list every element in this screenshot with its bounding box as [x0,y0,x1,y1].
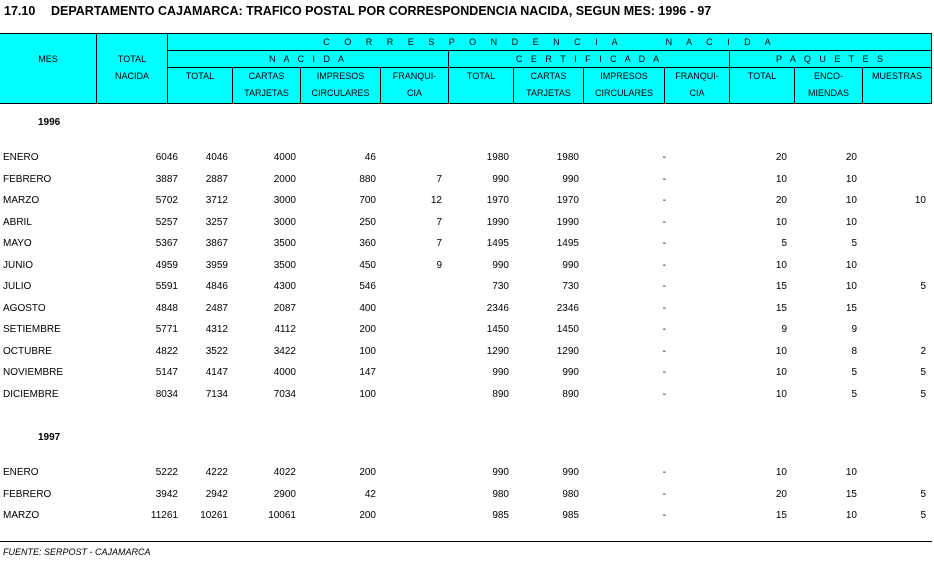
row-month: MARZO [3,510,40,521]
row-cell: 10 [775,217,787,228]
cert-tarjetas: TARJETAS [526,88,571,98]
row-cell: 12 [430,195,442,206]
paq-total: TOTAL [747,71,777,81]
row-cell: 1980 [556,152,579,163]
row-cell: 2942 [205,489,228,500]
row-cell: 4000 [273,152,296,163]
row-cell: 990 [492,467,509,478]
paq-encomiendas-2: MIENDAS [807,88,849,98]
row-cell: 990 [562,367,579,378]
table-row [0,260,932,278]
nacida-franquicia-2: CIA [406,88,422,98]
nacida-total: TOTAL [185,71,215,81]
row-cell: 1290 [556,346,579,357]
table-row [0,489,932,507]
row-cell: 2900 [273,489,296,500]
table-row [0,174,932,192]
cert-franquicia: FRANQUI- [675,71,719,81]
row-cell: 9 [851,324,857,335]
row-cell: - [662,238,666,249]
row-cell: - [662,281,666,292]
table-row [0,389,932,407]
row-cell: 10 [914,195,926,206]
row-cell: 3422 [273,346,296,357]
nacida-cartas: CARTAS [248,71,285,81]
row-cell: 360 [359,238,376,249]
row-cell: 450 [359,260,376,271]
row-cell: 3500 [273,260,296,271]
row-cell: 15 [775,281,787,292]
row-cell: 3887 [155,174,178,185]
nacida-franquicia: FRANQUI- [392,71,437,81]
row-cell: 7 [436,217,442,228]
row-cell: 1290 [486,346,509,357]
row-cell: 990 [562,174,579,185]
row-cell: 990 [492,367,509,378]
table-row [0,510,932,528]
row-cell: 4822 [155,346,178,357]
row-cell: 5257 [155,217,178,228]
row-cell: 10 [845,174,857,185]
row-cell: 3500 [273,238,296,249]
row-cell: 2000 [273,174,296,185]
row-cell: 5 [920,367,926,378]
row-cell: 100 [359,389,376,400]
row-cell: 200 [359,324,376,335]
row-cell: 46 [364,152,376,163]
row-cell: 700 [359,195,376,206]
row-cell: - [662,510,666,521]
row-cell: 5 [920,510,926,521]
row-cell: 10 [775,260,787,271]
row-cell: 147 [359,367,376,378]
col-total-nacida: NACIDA [114,71,149,81]
row-cell: 4848 [155,303,178,314]
row-cell: 5 [920,389,926,400]
table-row [0,346,932,364]
row-cell: 3522 [205,346,228,357]
row-cell: 4112 [274,324,296,335]
table-number: 17.10 [4,4,36,18]
row-cell: 10 [775,467,787,478]
row-cell: 2487 [205,303,228,314]
row-cell: 10 [845,195,857,206]
group-paquetes: P A Q U E T E S [775,54,887,64]
row-cell: - [662,389,666,400]
row-cell: - [662,174,666,185]
row-cell: 4222 [205,467,228,478]
row-cell: 5 [920,489,926,500]
row-cell: 990 [562,467,579,478]
row-cell: 400 [359,303,376,314]
row-cell: 730 [562,281,579,292]
row-cell: 2346 [486,303,509,314]
group-certificada: C E R T I F I C A D A [515,54,663,64]
cert-circulares: CIRCULARES [594,88,653,98]
table-row [0,195,932,213]
row-cell: 3712 [205,195,228,206]
row-month: ABRIL [3,217,32,228]
row-cell: 990 [562,260,579,271]
row-cell: 7 [436,174,442,185]
year-heading: 1996 [38,117,61,128]
row-cell: 5771 [155,324,178,335]
row-cell: - [662,303,666,314]
row-cell: 250 [359,217,376,228]
row-cell: 10 [845,510,857,521]
row-cell: 3257 [205,217,228,228]
row-cell: 2 [920,346,926,357]
row-cell: 4846 [205,281,228,292]
row-cell: 5222 [155,467,178,478]
row-cell: 20 [775,152,787,163]
row-cell: 9 [436,260,442,271]
row-month: ENERO [3,152,39,163]
row-month: SETIEMBRE [3,324,61,335]
table-row [0,367,932,385]
row-cell: 2346 [556,303,579,314]
row-cell: 2887 [205,174,228,185]
row-cell: 15 [845,489,857,500]
row-cell: 5 [920,281,926,292]
col-mes: MES [38,54,58,64]
row-cell: 3942 [155,489,178,500]
row-cell: 4022 [273,467,296,478]
row-cell: 4300 [273,281,296,292]
row-cell: 6046 [155,152,178,163]
paq-muestras: MUESTRAS [871,71,922,81]
paq-encomiendas: ENCO- [814,71,843,81]
col-total: TOTAL [117,54,147,64]
row-cell: 10 [775,174,787,185]
row-cell: 10 [775,389,787,400]
row-cell: 4147 [205,367,228,378]
row-cell: 3867 [205,238,228,249]
row-cell: 5 [851,238,857,249]
row-cell: 730 [492,281,509,292]
row-cell: - [662,217,666,228]
row-cell: 7 [436,238,442,249]
row-cell: - [662,152,666,163]
cert-franquicia-2: CIA [689,88,705,98]
row-month: FEBRERO [3,489,52,500]
group-correspondencia-nacida: C O R R E S P O N D E N C I A N A C I D A [323,37,777,47]
row-month: AGOSTO [3,303,46,314]
row-cell: 1980 [486,152,509,163]
row-cell: 5702 [155,195,178,206]
row-cell: 985 [562,510,579,521]
footer-divider [0,541,932,542]
row-cell: 3000 [273,195,296,206]
row-month: DICIEMBRE [3,389,59,400]
row-cell: 1990 [556,217,579,228]
row-cell: - [662,467,666,478]
row-cell: 5 [851,367,857,378]
row-month: MAYO [3,238,32,249]
row-cell: 4959 [155,260,178,271]
row-cell: 1990 [486,217,509,228]
row-month: JUNIO [3,260,33,271]
row-cell: 1495 [556,238,579,249]
table-row [0,324,932,342]
row-cell: 5367 [155,238,178,249]
row-cell: 2087 [273,303,296,314]
row-cell: 980 [562,489,579,500]
table-row [0,217,932,235]
row-cell: 10 [845,217,857,228]
row-cell: 15 [775,510,787,521]
nacida-circulares: CIRCULARES [311,88,370,98]
row-cell: - [662,260,666,271]
table-title [4,4,711,18]
row-month: MARZO [3,195,40,206]
row-cell: 15 [775,303,787,314]
row-cell: 890 [562,389,579,400]
row-cell: 10 [845,260,857,271]
row-cell: 1970 [486,195,509,206]
row-cell: 1495 [486,238,509,249]
table-row [0,152,932,170]
row-cell: - [662,195,666,206]
row-cell: 3959 [205,260,228,271]
row-cell: 985 [492,510,509,521]
cert-cartas: CARTAS [530,71,567,81]
row-cell: 10 [845,281,857,292]
row-month: JULIO [3,281,32,292]
row-cell: 1450 [556,324,579,335]
row-cell: 990 [492,174,509,185]
row-cell: 100 [359,346,376,357]
nacida-tarjetas: TARJETAS [244,88,289,98]
row-cell: 20 [775,195,787,206]
row-cell: 10261 [200,510,228,521]
table-row [0,238,932,256]
row-cell: 20 [775,489,787,500]
cert-impresos: IMPRESOS [600,71,648,81]
row-cell: 5 [781,238,787,249]
row-cell: 880 [359,174,376,185]
table-row [0,467,932,485]
row-cell: 4000 [273,367,296,378]
row-cell: - [662,489,666,500]
table-title-text: DEPARTAMENTO CAJAMARCA: TRAFICO POSTAL POR CORRESPONDENCIA NACIDA, SEGUN MES: 1996 - 97 [51,4,712,18]
table-row [0,281,932,299]
row-cell: 11261 [150,510,178,521]
row-cell: 1450 [486,324,509,335]
year-heading: 1997 [38,432,61,443]
row-cell: 5147 [155,367,178,378]
row-month: NOVIEMBRE [3,367,64,378]
row-cell: 10 [775,346,787,357]
row-cell: 200 [359,467,376,478]
row-cell: 5 [851,389,857,400]
row-cell: 890 [492,389,509,400]
row-cell: 7034 [273,389,296,400]
row-cell: 42 [364,489,376,500]
row-cell: 200 [359,510,376,521]
row-cell: 10 [845,467,857,478]
group-nacida: N A C I D A [268,54,348,64]
row-cell: - [662,346,666,357]
row-cell: - [662,367,666,378]
row-cell: 20 [845,152,857,163]
table-row [0,303,932,321]
row-cell: 980 [492,489,509,500]
table-header [0,33,932,104]
row-month: ENERO [3,467,39,478]
cert-total: TOTAL [466,71,496,81]
row-cell: 4312 [205,324,228,335]
row-cell: 546 [359,281,376,292]
row-cell: 10061 [268,510,296,521]
row-month: OCTUBRE [3,346,52,357]
row-cell: 10 [775,367,787,378]
row-cell: 8034 [155,389,178,400]
row-cell: 9 [781,324,787,335]
row-cell: 990 [492,260,509,271]
nacida-impresos: IMPRESOS [316,71,365,81]
row-cell: 3000 [273,217,296,228]
row-cell: 1970 [556,195,579,206]
row-cell: 5591 [155,281,178,292]
row-cell: 8 [851,346,857,357]
row-cell: 7134 [205,389,228,400]
source-note: FUENTE: SERPOST - CAJAMARCA [3,547,151,557]
row-cell: 4046 [205,152,228,163]
row-cell: 15 [845,303,857,314]
row-cell: - [662,324,666,335]
row-month: FEBRERO [3,174,52,185]
